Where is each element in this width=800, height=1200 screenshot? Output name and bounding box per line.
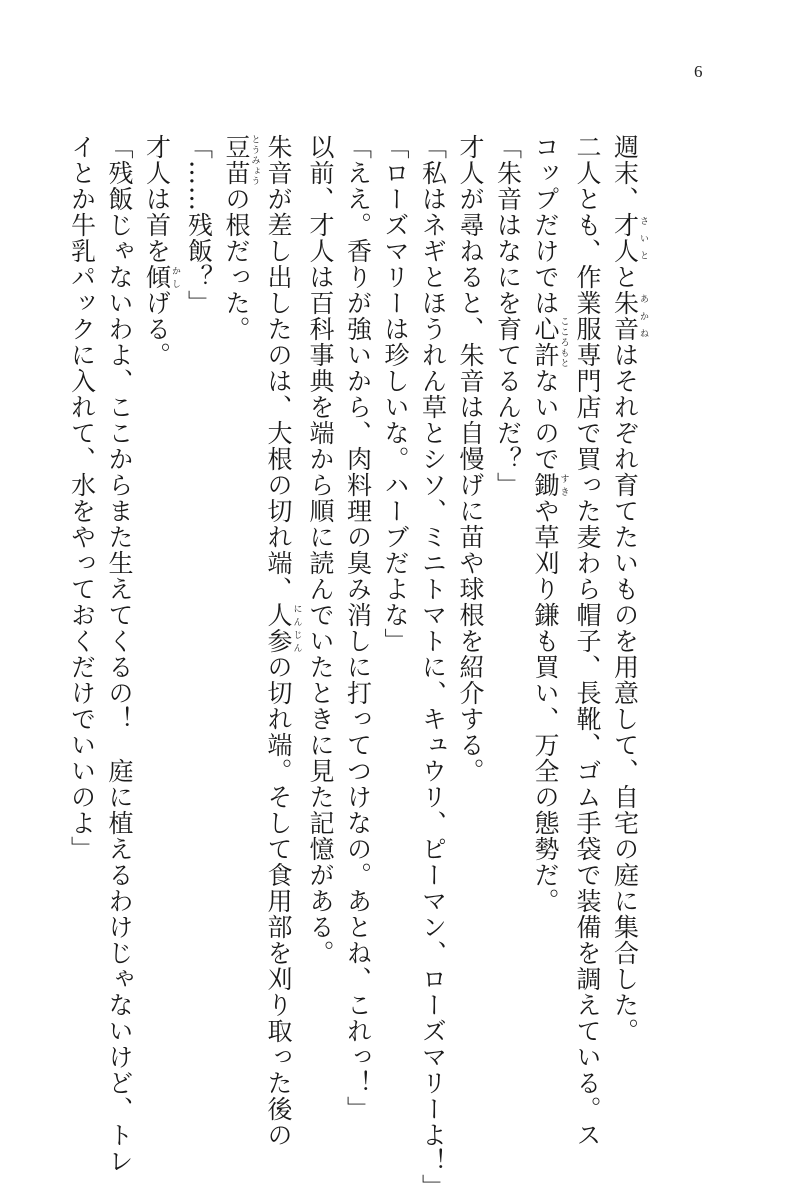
text-line [63, 134, 101, 1064]
text-line [302, 134, 340, 1064]
text-segment: 「ローズマリーは珍しいな。ハーブだよな」 [381, 134, 410, 654]
text-line [339, 134, 377, 1122]
text-line [414, 134, 452, 1200]
text-segment: と [610, 264, 640, 290]
body-text [63, 134, 648, 1200]
text-segment: 「私はネギとほうれん草とシソ、ミニトマトに、キュウリ、ピーマン、ローズマリーよ！」 [418, 134, 448, 1200]
text-segment: 「……残飯？」 [184, 134, 214, 316]
furigana: こころもと [558, 316, 569, 368]
text-line [180, 134, 218, 1064]
text-segment: はそれぞれ育てたいものを用意して、自宅の庭に集合した。 [610, 342, 640, 1044]
text-line [260, 134, 302, 1148]
furigana: さいと [638, 212, 648, 264]
text-segment: ないので [531, 368, 560, 472]
text-line [377, 134, 415, 1064]
ruby-base: 鋤 [531, 472, 560, 498]
text-line [452, 134, 490, 1064]
furigana: あかね [638, 290, 648, 342]
furigana: とうみょう [249, 134, 260, 186]
text-line [138, 134, 180, 1064]
text-line [218, 134, 260, 1064]
ruby-word [142, 264, 180, 290]
text-segment: イとか牛乳パックに入れて、水をやっておくだけでいいのよ」 [67, 134, 97, 862]
ruby-word [264, 602, 302, 654]
ruby-base: 才人 [610, 212, 640, 264]
text-line [606, 134, 648, 1064]
text-segment: 二人とも、作業服専門店で買った麦わら帽子、長靴、ゴム手袋で装備を調えている。ス [573, 134, 602, 1148]
text-line [569, 134, 607, 1148]
ruby-base: 人参 [264, 602, 293, 654]
text-line [489, 134, 527, 1064]
ruby-base: 傾 [142, 264, 172, 290]
ruby-word [531, 472, 569, 498]
ruby-base: 心許 [531, 316, 560, 368]
text-segment: の根だった。 [222, 186, 251, 342]
text-segment: 才人は首を [142, 134, 172, 264]
ruby-word [610, 212, 648, 264]
ruby-word [610, 290, 648, 342]
ruby-base: 朱音 [610, 290, 640, 342]
ruby-base: 豆苗 [222, 134, 251, 186]
text-segment: げる。 [142, 290, 172, 368]
furigana: にんじん [291, 602, 302, 654]
ruby-word [222, 134, 260, 186]
text-segment: 才人が尋ねると、朱音は自慢げに苗や球根を紹介する。 [456, 134, 485, 784]
page-number: 6 [694, 62, 703, 81]
text-segment: コップだけでは [531, 134, 560, 316]
furigana: すき [558, 472, 569, 498]
text-segment: や草刈り鎌も買い、万全の態勢だ。 [531, 498, 560, 914]
text-line [527, 134, 569, 1064]
text-segment: 「ええ。香りが強いから、肉料理の臭み消しに打ってつけなの。あとね、これっ！」 [343, 134, 373, 1122]
furigana: かし [170, 264, 180, 290]
text-segment: 「残飯じゃないわよ、ここからまた生えてくるの！ 庭に植えるわけじゃないけど、トレ [105, 134, 134, 1174]
text-segment: 週末、 [610, 134, 640, 212]
text-segment: 朱音が差し出したのは、大根の切れ端、 [264, 134, 293, 602]
text-segment: の切れ端。そして食用部を刈り取った後の [264, 654, 293, 1148]
text-line [101, 134, 139, 1174]
text-segment: 以前、才人は百科事典を端から順に読んでいたときに見た記憶がある。 [306, 134, 335, 966]
ruby-word [531, 316, 569, 368]
text-segment: 「朱音はなにを育てるんだ？」 [493, 134, 523, 498]
